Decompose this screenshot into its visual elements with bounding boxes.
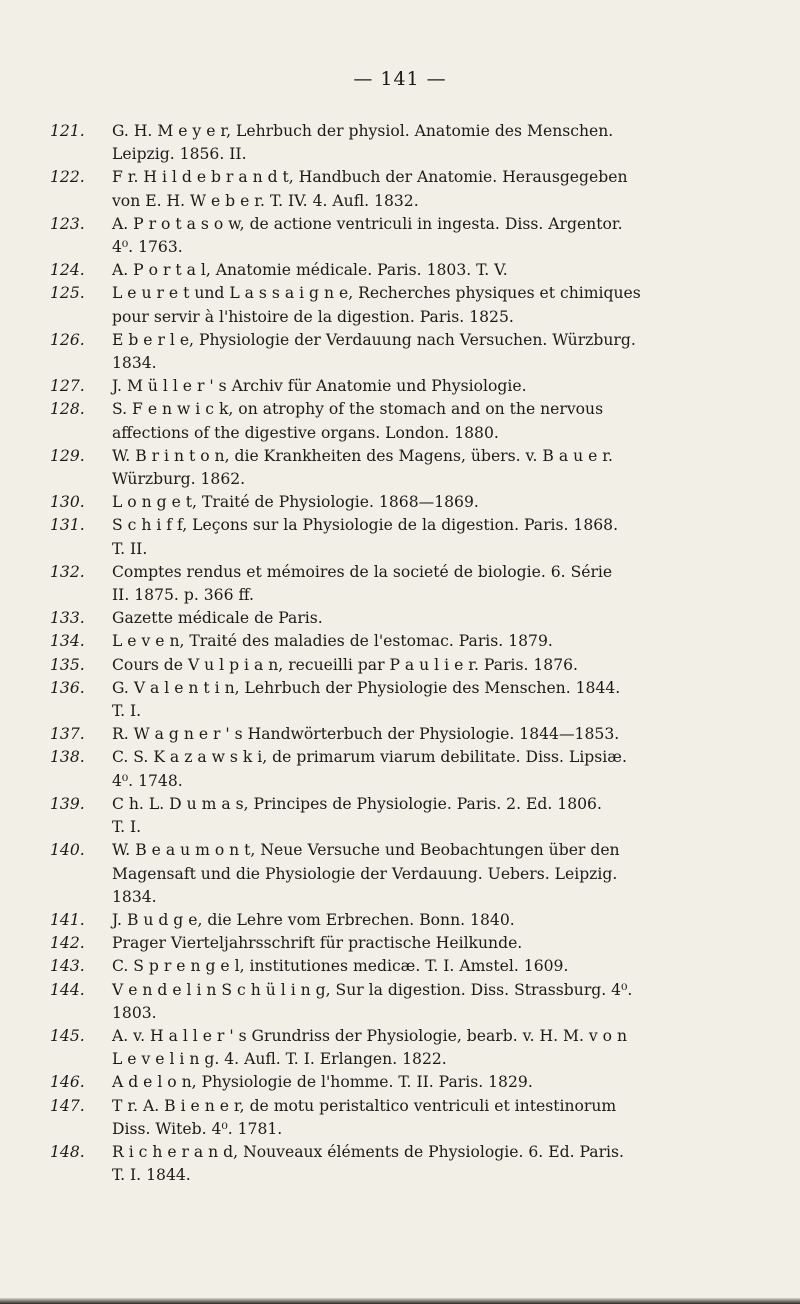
entry-text: C h. L. D u m a s, Principes de Physiologie. Paris. 2. Ed. 1806. T. I. xyxy=(112,794,602,837)
bibliography-entry xyxy=(50,677,762,723)
entry-number: 128. xyxy=(50,400,85,419)
entry-text: Gazette médicale de Paris. xyxy=(112,609,323,628)
entry-number: 129. xyxy=(50,446,85,465)
entry-text: G. V a l e n t i n, Lehrbuch der Physiologie des Menschen. 1844. T. I. xyxy=(112,678,621,721)
bibliography-entry xyxy=(50,120,762,166)
bibliography-entry xyxy=(50,491,762,514)
entry-number: 122. xyxy=(50,168,85,187)
bibliography-entry xyxy=(50,561,762,607)
entry-text: Cours de V u l p i a n, recueilli par P a u l i e r. Paris. 1876. xyxy=(112,655,578,674)
entry-text: F r. H i l d e b r a n d t, Handbuch der Anatomie. Herausgegeben von E. H. W e b e r. T. IV. 4. Aufl. 1832. xyxy=(112,168,628,210)
entry-number: 143. xyxy=(50,957,85,976)
bibliography-entry xyxy=(50,375,762,398)
entry-number: 147. xyxy=(50,1096,85,1115)
entry-text: L e u r e t und L a s s a i g n e, Recherches physiques et chimiques pour servir à l'histoire de la digestion. Paris. 1825. xyxy=(112,284,641,326)
page-number: — 141 — xyxy=(353,68,447,90)
bibliography-entry xyxy=(50,445,762,491)
entry-number: 144. xyxy=(50,980,85,999)
entry-text: J. M ü l l e r ' s Archiv für Anatomie und Physiologie. xyxy=(112,377,527,396)
entry-number: 146. xyxy=(50,1073,85,1092)
entry-text: J. B u d g e, die Lehre vom Erbrechen. Bonn. 1840. xyxy=(112,910,515,929)
bibliography-entry xyxy=(50,909,762,932)
bibliography-entry xyxy=(50,1095,762,1141)
entry-number: 142. xyxy=(50,934,85,953)
entry-text: C. S p r e n g e l, institutiones medicæ. T. I. Amstel. 1609. xyxy=(112,957,569,976)
entry-text: A. v. H a l l e r ' s Grundriss der Physiologie, bearb. v. H. M. v o n L e v e l i n g. 4. Aufl. T. I. Erlangen. 1822. xyxy=(112,1026,628,1069)
entry-number: 124. xyxy=(50,261,85,280)
bibliography-entry xyxy=(50,746,762,792)
entry-number: 139. xyxy=(50,794,85,813)
bibliography-entry xyxy=(50,259,762,282)
bibliography-entry xyxy=(50,723,762,746)
entry-text: Prager Vierteljahrsschrift für practische Heilkunde. xyxy=(112,934,523,953)
bibliography-list xyxy=(50,120,762,1187)
entry-number: 121. xyxy=(50,122,85,140)
entry-text: V e n d e l i n S c h ü l i n g, Sur la digestion. Diss. Strassburg. 4⁰. 1803. xyxy=(112,980,633,1022)
entry-number: 134. xyxy=(50,632,85,651)
bibliography-entry xyxy=(50,630,762,653)
entry-text: W. B r i n t o n, die Krankheiten des Magens, übers. v. B a u e r. Würzburg. 1862. xyxy=(112,446,613,489)
entry-number: 138. xyxy=(50,748,85,767)
entry-text: R. W a g n e r ' s Handwörterbuch der Physiologie. 1844—1853. xyxy=(112,725,620,744)
bibliography-entry xyxy=(50,166,762,212)
entry-number: 123. xyxy=(50,214,85,233)
entry-text: T r. A. B i e n e r, de motu peristaltico ventriculi et intestinorum Diss. Witeb. 4⁰. 1781. xyxy=(112,1096,617,1138)
bibliography-entry xyxy=(50,654,762,677)
bibliography-entry xyxy=(50,514,762,560)
entry-number: 127. xyxy=(50,377,85,396)
entry-number: 140. xyxy=(50,841,85,860)
bibliography-entry xyxy=(50,1141,762,1187)
entry-text: E b e r l e, Physiologie der Verdauung nach Versuchen. Würzburg. 1834. xyxy=(112,330,636,373)
entry-text: R i c h e r a n d, Nouveaux éléments de Physiologie. 6. Ed. Paris. T. I. 1844. xyxy=(112,1142,624,1185)
entry-number: 126. xyxy=(50,330,85,349)
entry-number: 145. xyxy=(50,1026,85,1045)
entry-text: S c h i f f, Leçons sur la Physiologie de la digestion. Paris. 1868. T. II. xyxy=(112,516,619,558)
bibliography-entry xyxy=(50,398,762,444)
entry-text: A. P o r t a l, Anatomie médicale. Paris. 1803. T. V. xyxy=(112,261,508,280)
bibliography-entry xyxy=(50,1071,762,1094)
entry-text: Comptes rendus et mémoires de la societé de biologie. 6. Série II. 1875. p. 366 ff. xyxy=(112,562,613,605)
entry-number: 137. xyxy=(50,725,85,744)
entry-number: 130. xyxy=(50,493,85,512)
bibliography-entry xyxy=(50,979,762,1025)
bibliography-entry xyxy=(50,282,762,328)
entry-number: 132. xyxy=(50,562,85,581)
entry-text: L o n g e t, Traité de Physiologie. 1868—1869. xyxy=(112,493,479,512)
entry-number: 148. xyxy=(50,1142,85,1161)
bibliography-entry xyxy=(50,607,762,630)
bibliography-entry xyxy=(50,1025,762,1071)
entry-text: A d e l o n, Physiologie de l'homme. T. II. Paris. 1829. xyxy=(112,1073,533,1092)
entry-number: 141. xyxy=(50,910,85,929)
entry-text: A. P r o t a s o w, de actione ventriculi in ingesta. Diss. Argentor. 4⁰. 1763. xyxy=(112,214,623,257)
bibliography-entry xyxy=(50,839,762,909)
entry-number: 131. xyxy=(50,516,85,535)
entry-number: 135. xyxy=(50,655,85,674)
entry-text: L e v e n, Traité des maladies de l'estomac. Paris. 1879. xyxy=(112,632,553,651)
entry-text: S. F e n w i c k, on atrophy of the stomach and on the nervous affections of the digestive organs. London. 1880. xyxy=(112,400,604,442)
entry-text: W. B e a u m o n t, Neue Versuche und Beobachtungen über den Magensaft und die Physiologie der Verdauung. Uebers. Leipzig. 1834. xyxy=(112,841,620,906)
entry-number: 136. xyxy=(50,678,85,697)
bibliography-entry xyxy=(50,955,762,978)
bibliography-entry xyxy=(50,329,762,375)
entry-number: 133. xyxy=(50,609,85,628)
entry-text: G. H. M e y e r, Lehrbuch der physiol. Anatomie des Menschen. Leipzig. 1856. II. xyxy=(112,122,614,164)
entry-number: 125. xyxy=(50,284,85,303)
bibliography-entry xyxy=(50,932,762,955)
bibliography-entry xyxy=(50,793,762,839)
bibliography-entry xyxy=(50,213,762,259)
entry-text: C. S. K a z a w s k i, de primarum viarum debilitate. Diss. Lipsiæ. 4⁰. 1748. xyxy=(112,748,627,790)
page-bottom-edge xyxy=(0,1298,800,1304)
